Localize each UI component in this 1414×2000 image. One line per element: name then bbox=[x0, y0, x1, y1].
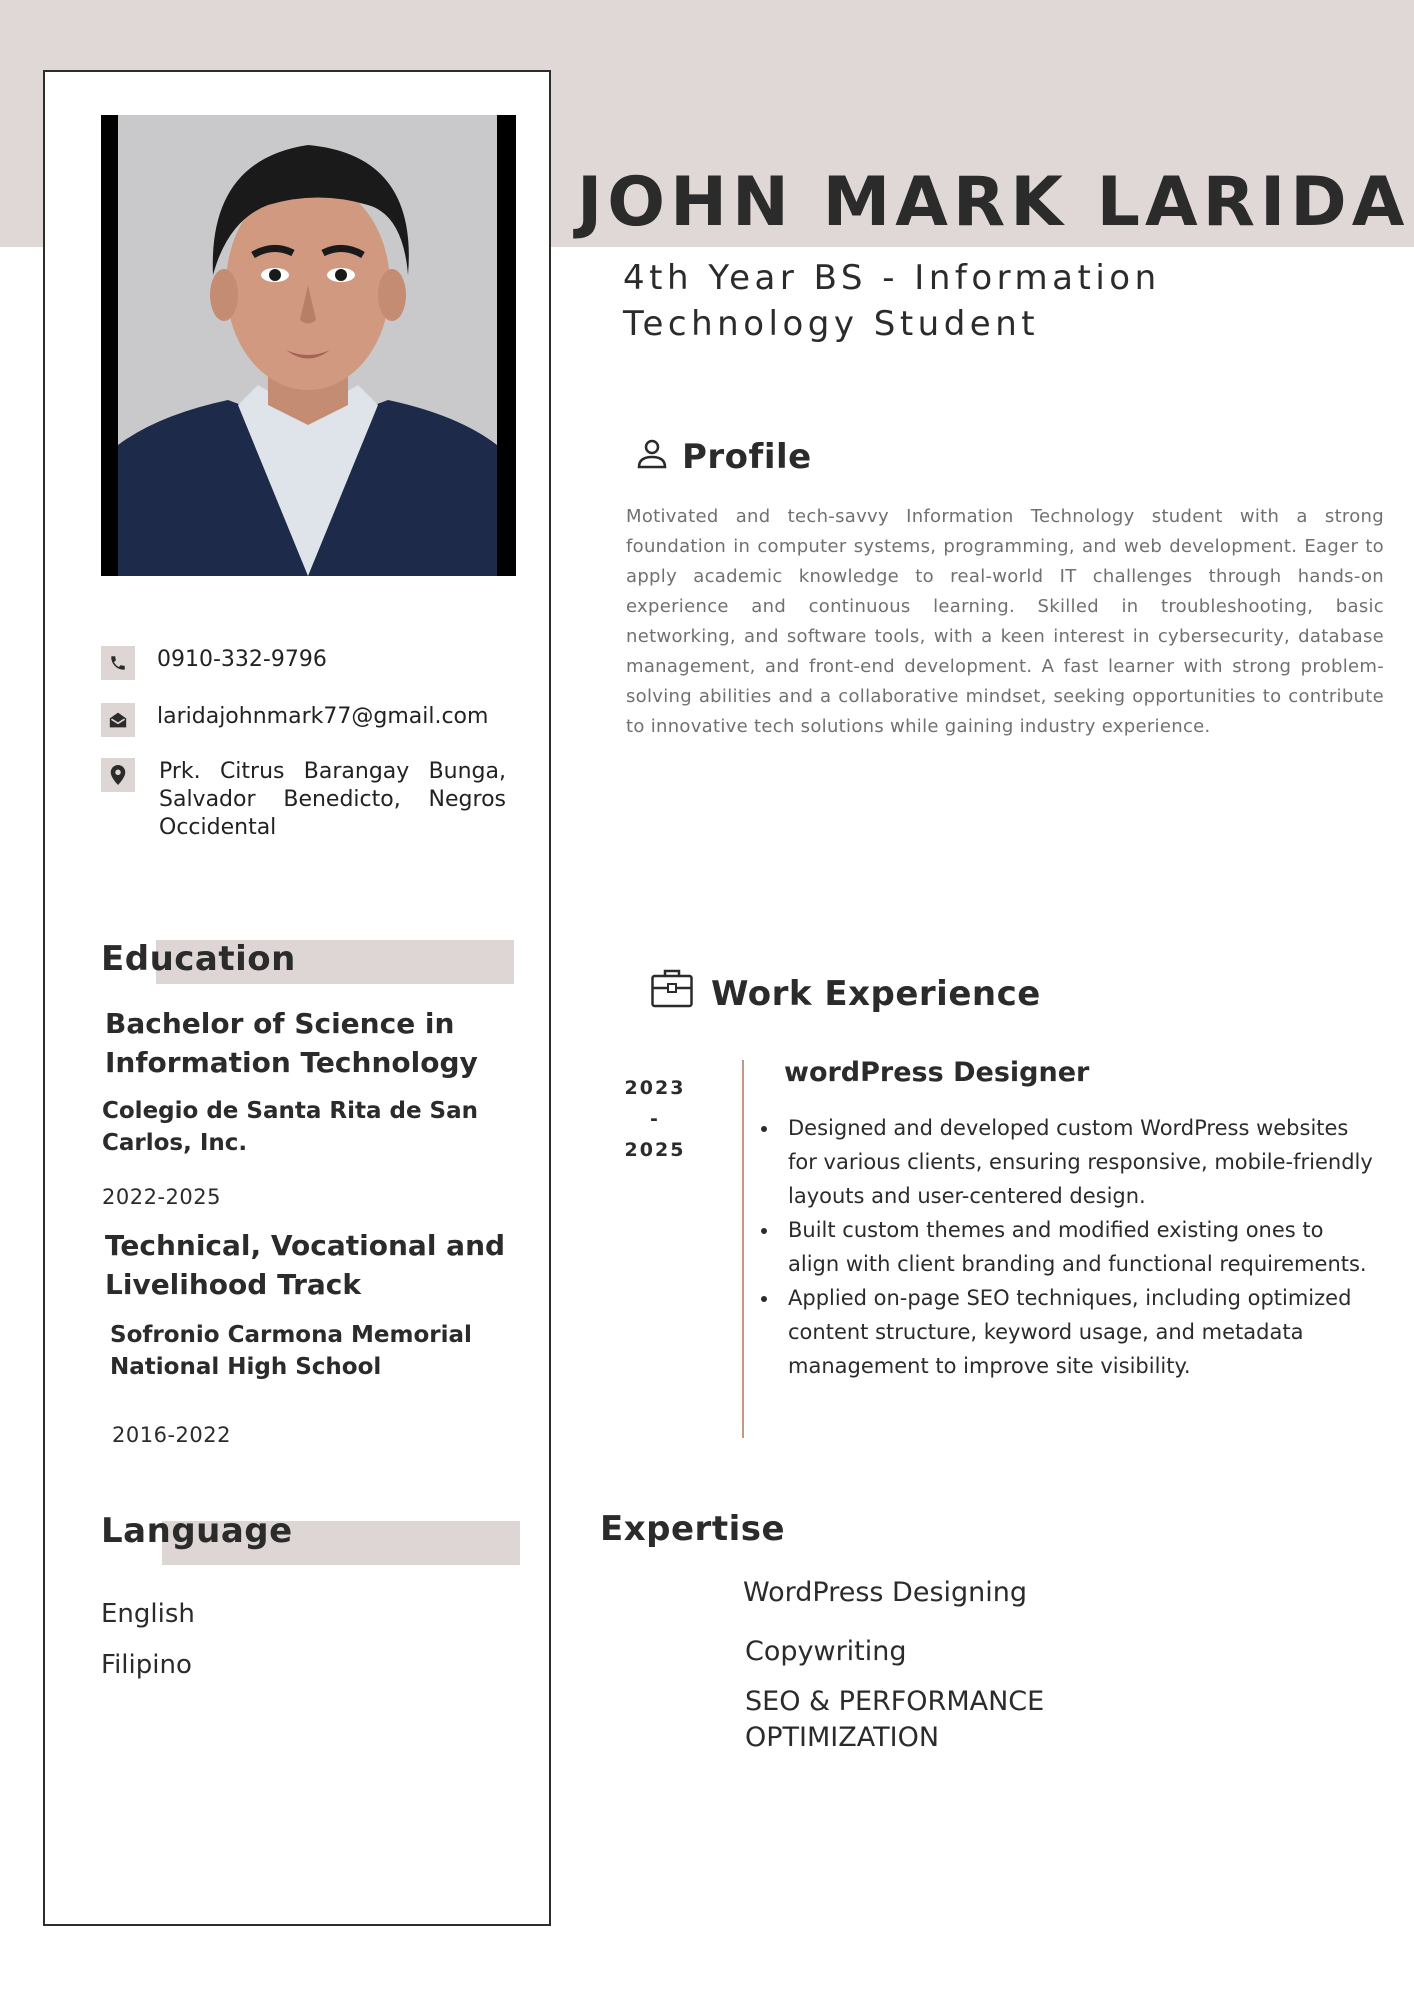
user-icon bbox=[636, 438, 668, 474]
work-experience-heading: Work Experience bbox=[711, 974, 1041, 1014]
expertise-item-copywriting: Copywriting bbox=[745, 1636, 907, 1667]
language-item-english: English bbox=[101, 1599, 195, 1629]
phone-icon bbox=[101, 646, 135, 680]
map-pin-icon bbox=[101, 758, 135, 792]
expertise-heading: Expertise bbox=[600, 1509, 786, 1549]
language-heading: Language bbox=[101, 1511, 293, 1551]
profile-photo bbox=[101, 115, 516, 576]
envelope-icon bbox=[101, 703, 135, 737]
job-bullet-1: • Designed and developed custom WordPress websites for various clients, ensuring responsive, mobile-friendly layouts and user-centered design. bbox=[780, 1111, 1375, 1213]
work-year-end: 2025 bbox=[624, 1139, 686, 1161]
expertise-item-wordpress: WordPress Designing bbox=[743, 1577, 1028, 1608]
candidate-subtitle: 4th Year BS - Information Technology Student bbox=[623, 258, 1161, 344]
profile-text: Motivated and tech-savvy Information Technology student with a strong foundation in computer systems, programming, and web development. Eager to apply academic knowledge to real-world IT challenges through hands-on experience and continuous learning. Skilled in troubleshooting, basic networking, and software tools, with a keen interest in cybersecurity, database management, and front-end development. A fast learner with strong problem-solving abilities and a collaborative mindset, seeking opportunities to contribute to innovative tech solutions while gaining industry experience. bbox=[626, 506, 1384, 737]
address-text: Prk. Citrus Barangay Bunga, Salvador Benedicto, Negros Occidental bbox=[159, 759, 506, 840]
job-bullets bbox=[758, 1111, 1375, 1383]
education-school-1: Colegio de Santa Rita de San Carlos, Inc. bbox=[102, 1098, 479, 1156]
education-heading: Education bbox=[101, 939, 296, 979]
language-item-filipino: Filipino bbox=[101, 1650, 192, 1680]
job-bullet-3: • Applied on-page SEO techniques, including optimized content structure, keyword usage, and metadata management to improve site visibility. bbox=[780, 1281, 1375, 1383]
timeline-line bbox=[742, 1060, 744, 1438]
phone-number[interactable]: 0910-332-9796 bbox=[157, 647, 327, 672]
education-degree-1: Bachelor of Science in Information Technology bbox=[105, 1007, 478, 1079]
work-years bbox=[622, 1073, 688, 1166]
email-address[interactable]: laridajohnmark77@gmail.com bbox=[157, 704, 489, 729]
education-years-2: 2016-2022 bbox=[112, 1423, 231, 1447]
job-bullet-2: • Built custom themes and modified existing ones to align with client branding and functional requirements. bbox=[780, 1213, 1375, 1281]
education-school-2: Sofronio Carmona Memorial National High School bbox=[110, 1322, 472, 1380]
work-year-separator: - bbox=[650, 1108, 660, 1130]
briefcase-icon bbox=[651, 968, 693, 1012]
job-title: wordPress Designer bbox=[784, 1057, 1090, 1088]
contact-address bbox=[101, 758, 506, 842]
contact-email bbox=[101, 703, 488, 737]
portrait-image bbox=[118, 115, 497, 576]
candidate-name: JOHN MARK LARIDA bbox=[577, 163, 1410, 242]
education-degree-2: Technical, Vocational and Livelihood Track bbox=[105, 1229, 506, 1301]
profile-heading: Profile bbox=[682, 437, 812, 477]
expertise-item-seo: SEO & PERFORMANCE OPTIMIZATION bbox=[745, 1686, 1045, 1753]
education-years-1: 2022-2025 bbox=[102, 1185, 221, 1209]
contact-phone bbox=[101, 646, 327, 680]
work-year-start: 2023 bbox=[624, 1077, 686, 1099]
